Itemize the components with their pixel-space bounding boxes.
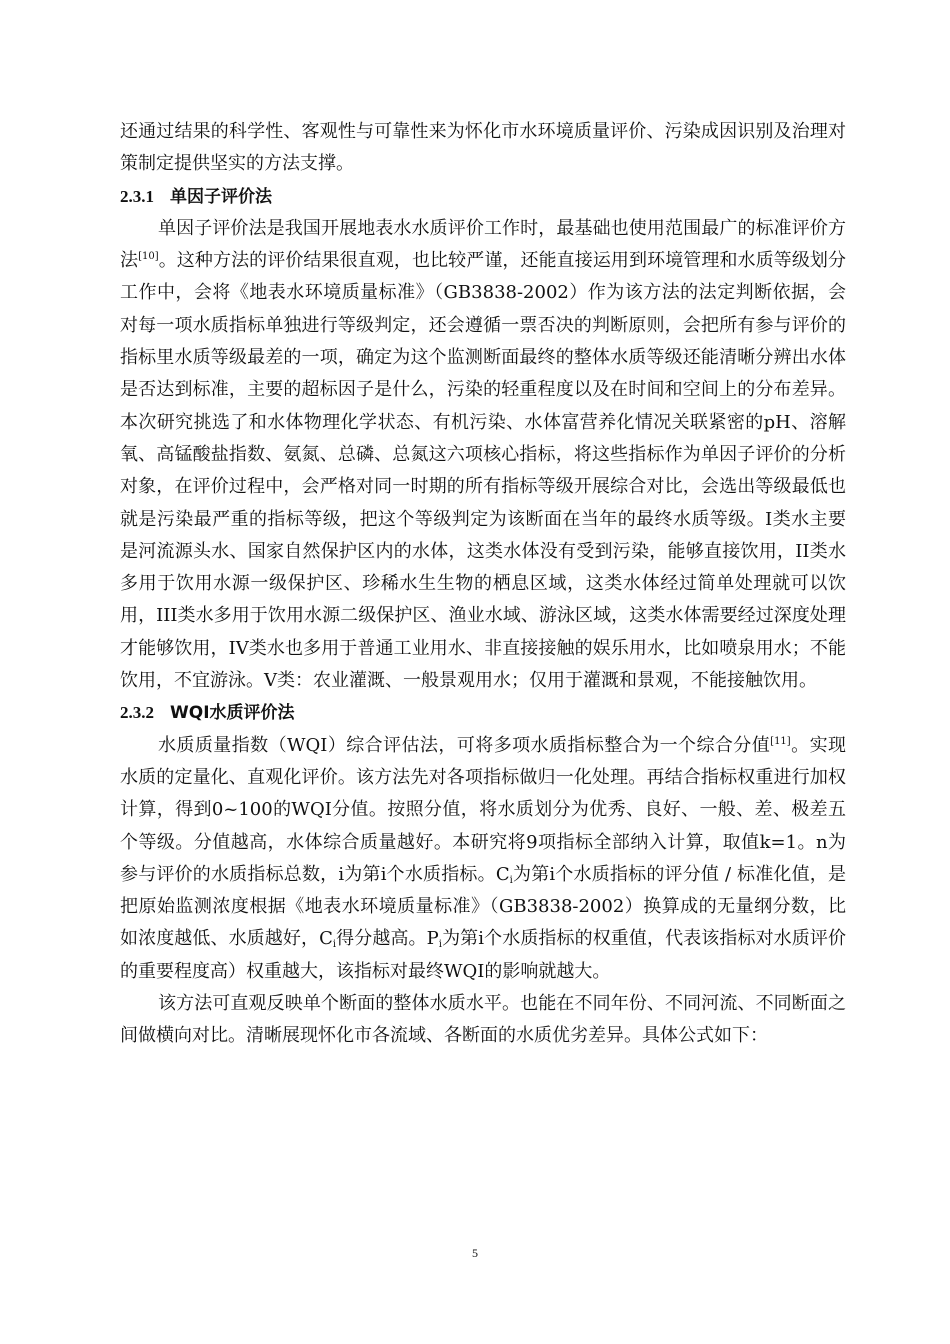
text-run: 。这种方法的评价结果很直观，也比较严谨，还能直接运用到环境管理和水质等级划分工作中，会将《地表水环境质量标准》（GB3838-2002）作为该方法的法定判断依据，会对每一项水质指标单独进行等级判定，还会遵循一票否决的判断原则，会把所有参与评价的指标里水质等级最差的一项，确定为这个监测断面最终的整体水质等级还能清晰分辨出水体是否达到标准，主要的超标因子是什么，污染的轻重程度以及在时间和空间上的分布差异。本次研究挑选了和水体物理化学状态、有机污染、水体富营养化情况关联紧密的pH、溶解氧、高锰酸盐指数、氨氮、总磷、总氮这六项核心指标，将这些指标作为单因子评价的分析对象，在评价过程中，会严格对同一时期的所有指标等级开展综合对比，会选出等级最低也就是污染最严重的指标等级，把这个等级判定为该断面在当年的最终水质等级。I类水主要是河流源头水、国家自然保护区内的水体，这类水体没有受到污染，能够直接饮用，II类水多用于饮用水源一级保护区、珍稀水生生物的栖息区域，这类水体经过简单处理就可以饮用，III类水多用于饮用水源二级保护区、渔业水域、游泳区域，这类水体需要经过深度处理才能够饮用，IV类水也多用于普通工业用水、非直接接触的娱乐用水，比如喷泉用水；不能饮用，不宜游泳。V类：农业灌溉、一般景观用水；仅用于灌溉和景观，不能接触饮用。: [120, 250, 847, 692]
single-factor-paragraph: [120, 213, 846, 697]
subscript: i: [438, 939, 442, 951]
subscript: i: [509, 874, 513, 886]
wqi-method-paragraph: 该方法可直观反映单个断面的整体水质水平。也能在不同年份、不同河流、不同断面之间做横向对比。清晰展现怀化市各流域、各断面的水质优劣差异。具体公式如下：: [120, 993, 846, 1047]
section-title: 单因子评价法: [170, 186, 272, 207]
citation-ref: [11]: [770, 735, 791, 747]
section-number: 2.3.2: [120, 703, 154, 723]
subscript: i: [332, 939, 337, 951]
citation-ref: [10]: [138, 251, 159, 263]
text-run: 水质质量指数（WQI）综合评估法，可将多项水质指标整合为一个综合分值: [158, 734, 771, 756]
document-body: [120, 116, 846, 1053]
section-title: WQI水质评价法: [170, 703, 295, 724]
text-run: 得分越高。P: [336, 928, 439, 950]
text-run: 。实现水质的定量化、直观化评价。该方法先对各项指标做归一化处理。再结合指标权重进行加权计算，得到0~100的WQI分值。按照分值，将水质划分为优秀、良好、一般、差、极差五个等级。分值越高，水体综合质量越好。本研究将9项指标全部纳入计算，取值k=1。n为参与评价的水质指标总数，i为第i个水质指标。C: [120, 734, 846, 885]
section-heading-2-3-2: [120, 697, 846, 729]
text-run: 单因子评价法是我国开展地表水水质评价工作时，最基础也使用范围最广的标准评价方法: [120, 217, 846, 272]
page-number: 5: [472, 1246, 478, 1260]
wqi-paragraph: [120, 730, 846, 988]
intro-paragraph-tail: 还通过结果的科学性、客观性与可靠性来为怀化市水环境质量评价、污染成因识别及治理对策制定提供坚实的方法支撑。: [120, 121, 846, 175]
text-run: 为第i个水质指标的评分值 / 标准化值，是把原始监测浓度根据《地表水环境质量标准》（GB3838-2002）换算成的无量纲分数，比如浓度越低、水质越好，C: [120, 863, 846, 950]
section-number: 2.3.1: [120, 186, 154, 206]
section-heading-2-3-1: [120, 181, 846, 213]
text-run: 为第i个水质指标的权重值，代表该指标对水质评价的重要程度高）权重越大，该指标对最终WQI的影响就越大。: [120, 928, 846, 982]
